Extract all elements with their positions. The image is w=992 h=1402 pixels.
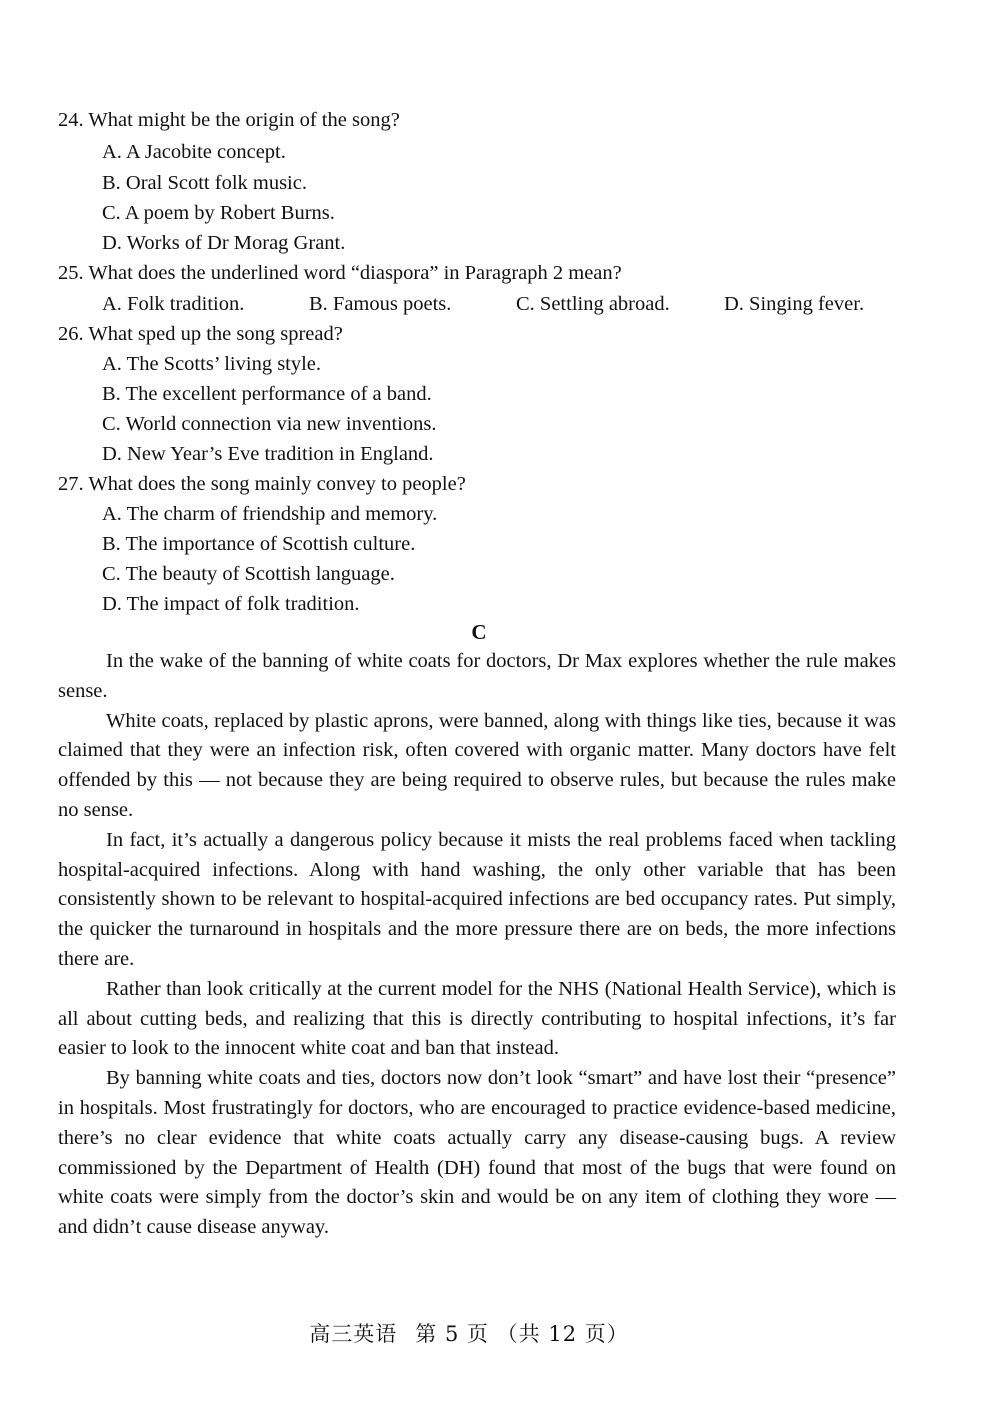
- question-25-option-b: B. Famous poets.: [309, 293, 452, 315]
- passage-paragraph-1: In the wake of the banning of white coats for doctors, Dr Max explores whether the rule makes sense.: [58, 650, 896, 702]
- question-26-option-a: A. The Scotts’ living style.: [102, 353, 322, 375]
- question-27-option-a: A. The charm of friendship and memory.: [102, 503, 438, 525]
- question-27-option-b: B. The importance of Scottish culture.: [102, 533, 416, 555]
- question-24-option-d: D. Works of Dr Morag Grant.: [102, 232, 346, 254]
- question-26-stem: 26. What sped up the song spread?: [58, 323, 343, 345]
- passage-paragraph-4: Rather than look critically at the current model for the NHS (National Health Service), which is all about cutting beds, and realizing that this is directly contributing to hospital infections, it’s far easier to look to the innocent white coat and ban that instead.: [58, 977, 896, 1060]
- question-25-stem: 25. What does the underlined word “diaspora” in Paragraph 2 mean?: [58, 262, 622, 284]
- question-24-option-a: A. A Jacobite concept.: [102, 141, 286, 163]
- question-25-option-a: A. Folk tradition.: [102, 293, 245, 315]
- question-27-option-d: D. The impact of folk tradition.: [102, 593, 360, 615]
- footer-subject: 高三英语: [309, 1322, 398, 1346]
- question-26-option-d: D. New Year’s Eve tradition in England.: [102, 443, 434, 465]
- passage-paragraph-5: By banning white coats and ties, doctors now don’t look “smart” and have lost their “presence” in hospitals. Most frustratingly for doctors, who are encouraged to practice evidence-based medicine, there’s no clear evidence that white coats actually carry any disease-causing bugs. A review commissioned by the Department of Health (DH) found that most of the bugs that were found on white coats were simply from the doctor’s skin and would be on any item of clothing they wore — and didn’t cause disease anyway.: [58, 1067, 896, 1239]
- passage-paragraph-3: In fact, it’s actually a dangerous policy because it mists the real problems faced when tackling hospital-acquired infections. Along with hand washing, the only other variable that has been consistently shown to be relevant to hospital-acquired infections are bed occupancy rates. Put simply, the quicker the turnaround in hospitals and the more pressure there are on beds, the more infections there are.: [58, 828, 896, 970]
- section-c-passage: [58, 647, 896, 1243]
- question-25-option-d: D. Singing fever.: [724, 293, 865, 315]
- question-26-option-b: B. The excellent performance of a band.: [102, 383, 432, 405]
- question-27-option-c: C. The beauty of Scottish language.: [102, 563, 395, 585]
- footer-page-number: 第 5 页 （共 12 页）: [415, 1322, 629, 1346]
- question-24-option-c: C. A poem by Robert Burns.: [102, 202, 335, 224]
- page-footer: [0, 1320, 938, 1348]
- section-c-title: C: [471, 620, 487, 644]
- question-25-option-c: C. Settling abroad.: [516, 293, 670, 315]
- question-24-stem: 24. What might be the origin of the song?: [58, 109, 400, 131]
- passage-paragraph-2: White coats, replaced by plastic aprons, were banned, along with things like ties, because it was claimed that they were an infection risk, often covered with organic matter. Many doctors have felt offended by this — not because they are being required to observe rules, but because the rules make no sense.: [58, 709, 896, 821]
- question-27-stem: 27. What does the song mainly convey to people?: [58, 473, 466, 495]
- question-26-option-c: C. World connection via new inventions.: [102, 413, 437, 435]
- question-24-option-b: B. Oral Scott folk music.: [102, 172, 307, 194]
